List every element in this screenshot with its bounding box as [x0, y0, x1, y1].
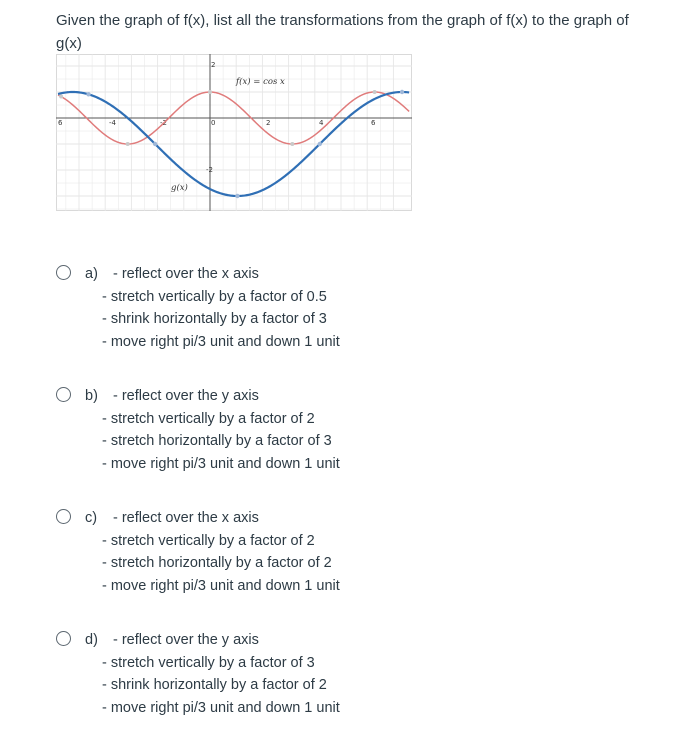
question-text: Given the graph of f(x), list all the transformations from the graph of f(x) to the graph of g(x)	[56, 12, 629, 52]
curve-point	[235, 194, 239, 198]
option-line: - reflect over the x axis	[113, 510, 259, 526]
option-line: - stretch vertically by a factor of 2	[102, 410, 315, 427]
option-line: - shrink horizontally by a factor of 3	[102, 311, 327, 327]
option-line: - shrink horizontally by a factor of 2	[102, 677, 327, 693]
x-tick-label: 4	[319, 119, 324, 127]
option-line: - move right pi/3 unit and down 1 unit	[102, 455, 340, 472]
radio-button-a[interactable]	[56, 265, 71, 280]
graph-image	[56, 54, 412, 211]
curve-point	[318, 142, 322, 146]
option-line: - reflect over the y axis	[113, 632, 259, 648]
curve-point	[400, 90, 404, 94]
x-tick-label: 0	[211, 119, 216, 127]
option-line: - stretch horizontally by a factor of 3	[102, 433, 332, 449]
option-line: - move right pi/3 unit and down 1 unit	[102, 577, 340, 594]
g-function-label: g(x)	[171, 183, 188, 193]
graph-svg	[56, 54, 412, 211]
radio-button-d[interactable]	[56, 631, 71, 646]
curve-point	[126, 142, 130, 146]
curve-point	[59, 95, 63, 99]
option-letter: b)	[85, 388, 98, 404]
graph-frame	[57, 55, 412, 211]
option-line: - stretch vertically by a factor of 3	[102, 654, 315, 671]
option-text	[102, 629, 340, 719]
curve-point	[153, 142, 157, 146]
x-tick-label: -4	[109, 119, 116, 127]
option-line: - move right pi/3 unit and down 1 unit	[102, 333, 340, 350]
option-letter: c)	[85, 510, 98, 526]
x-tick-label: -2	[160, 119, 167, 127]
curve-point	[373, 90, 377, 94]
option-text	[102, 507, 340, 597]
option-letter: a)	[85, 266, 98, 282]
option-line: - stretch vertically by a factor of 0.5	[102, 288, 327, 305]
radio-button-c[interactable]	[56, 509, 71, 524]
x-tick-label: 6	[58, 119, 63, 127]
y-tick-label: 2	[211, 61, 216, 69]
option-line: - move right pi/3 unit and down 1 unit	[102, 699, 340, 716]
curve-point	[86, 92, 90, 96]
option-line: - reflect over the x axis	[113, 266, 259, 282]
option-line: - stretch horizontally by a factor of 2	[102, 555, 332, 571]
radio-button-b[interactable]	[56, 387, 71, 402]
x-tick-label: 6	[371, 119, 376, 127]
curve-point	[208, 90, 212, 94]
option-text	[102, 263, 340, 353]
f-function-label: f(x) = cos x	[236, 77, 285, 87]
option-text	[102, 385, 340, 475]
option-line: - stretch vertically by a factor of 2	[102, 532, 315, 549]
x-tick-label: 2	[266, 119, 271, 127]
option-letter: d)	[85, 632, 98, 648]
curve-point	[290, 142, 294, 146]
option-line: - reflect over the y axis	[113, 388, 259, 404]
y-tick-label: -2	[206, 166, 213, 174]
